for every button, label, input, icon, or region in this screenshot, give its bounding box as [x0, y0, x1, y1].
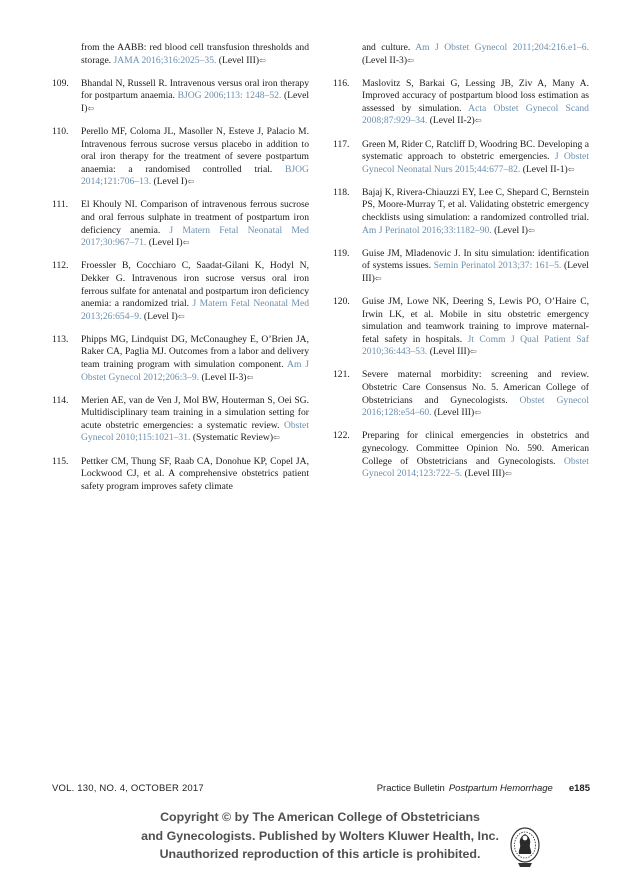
reference-item	[333, 296, 589, 359]
copyright-line-1: Copyright © by The American College of Obstetricians	[160, 810, 480, 824]
evidence-level: (Systematic Review)	[192, 432, 274, 444]
reference-item	[333, 430, 589, 480]
reference-text: Bajaj K, Rivera-Chiauzzi EY, Lee C, Shepard C, Bernstein PS, Moore-Murray T, et al. Validating obstetric emergency checklists using simulation: a randomized controlled trial.	[362, 186, 589, 224]
evidence-level: (Level I)	[494, 224, 528, 236]
back-arrow-icon[interactable]: ⇦	[273, 433, 280, 443]
reference-source[interactable]: BJOG 2014;121:706–13.	[81, 163, 309, 188]
back-arrow-icon[interactable]: ⇦	[259, 55, 266, 65]
reference-text: Froessler B, Cocchiaro C, Saadat-Gilani K, Hodyl N, Dekker G. Intravenous iron sucrose versus oral iron ferrous sulfate for antenatal and postpartum iron deficiency anemia: a randomized trial.	[81, 260, 309, 310]
reference-source[interactable]: JAMA 2016;316:2025–35.	[113, 54, 217, 66]
evidence-level: (Level I)	[143, 310, 178, 322]
reference-number: 121.	[333, 369, 350, 381]
reference-text: El Khouly NI. Comparison of intravenous ferrous sucrose and oral ferrous sulphate in treatment of postpartum iron deficiency anemia.	[81, 199, 309, 236]
back-arrow-icon[interactable]: ⇦	[87, 103, 95, 113]
evidence-level: (Level III)	[362, 260, 589, 284]
reference-source[interactable]: J Obstet Gynecol Neonatal Nurs 2015;44:677–82.	[362, 151, 589, 175]
evidence-level: (Level III)	[429, 346, 470, 358]
footer-title: Postpartum Hemorrhage	[448, 783, 553, 794]
evidence-level: (Level II-3)	[201, 371, 247, 383]
reference-item	[333, 248, 589, 286]
evidence-level: (Level III)	[433, 407, 475, 419]
reference-text: Pettker CM, Thung SF, Raab CA, Donohue KP, Copel JA, Lockwood CJ, et al. A comprehensive obstetrics patient safety program improves safety climate	[81, 455, 309, 492]
reference-number: 114.	[52, 394, 69, 406]
reference-item	[52, 199, 309, 249]
reference-number: 111.	[52, 199, 69, 211]
running-title	[377, 783, 590, 794]
back-arrow-icon[interactable]: ⇦	[474, 408, 481, 418]
reference-text: Guise JM, Lowe NK, Deering S, Lewis PO, O’Haire C, Irwin LK, et al. Mobile in situ obstetric emergency simulation and teamwork training to improve maternal-fetal safety in hospitals.	[362, 296, 589, 345]
reference-text: Guise JM, Mladenovic J. In situ simulation: identification of systems issues.	[362, 247, 589, 272]
evidence-level: (Level II-3)	[362, 54, 408, 66]
reference-text: Perello MF, Coloma JL, Masoller N, Esteve J, Palacio M. Intravenous ferrous sucrose versus placebo in addition to oral iron therapy for the treatment of severe postpartum anaemia: a randomised controlled trial.	[81, 125, 309, 175]
reference-number: 109.	[52, 77, 69, 89]
reference-item	[333, 369, 589, 419]
reference-number: 113.	[52, 333, 69, 345]
copyright-line-3: Unauthorized reproduction of this article is prohibited.	[159, 847, 481, 861]
page-footer	[52, 783, 590, 797]
acog-seal-icon	[508, 823, 542, 871]
reference-item	[52, 78, 309, 116]
reference-source[interactable]: Semin Perinatol 2013;37: 161–5.	[433, 260, 562, 272]
reference-text: Green M, Rider C, Ratcliff D, Woodring BC. Developing a systematic approach to obstetric emergencies.	[362, 138, 589, 163]
reference-text: Merien AE, van de Ven J, Mol BW, Houterman S, Oei SG. Multidisciplinary team training in a simulation setting for acute obstetric emergencies: a systematic review.	[81, 394, 309, 431]
reference-source[interactable]: Obstet Gynecol 2010;115:1021–31.	[81, 419, 309, 444]
reference-item	[52, 42, 309, 67]
evidence-level: (Level I)	[148, 237, 183, 249]
page-number: e185	[568, 783, 590, 794]
reference-source[interactable]: Am J Obstet Gynecol 2011;204:216.e1–6.	[415, 42, 590, 53]
reference-source[interactable]: Am J Obstet Gynecol 2012;206:3–9.	[81, 358, 310, 383]
back-arrow-icon[interactable]: ⇦	[246, 372, 254, 382]
reference-text: Maslovitz S, Barkai G, Lessing JB, Ziv A, Many A. Improved accuracy of postpartum blood loss estimation as assessed by simulation.	[362, 77, 589, 114]
reference-item	[333, 187, 589, 237]
reference-item	[52, 395, 309, 445]
reference-item	[52, 126, 309, 189]
evidence-level: (Level I)	[153, 176, 188, 188]
reference-number: 118.	[333, 186, 350, 198]
reference-number: 117.	[333, 138, 350, 150]
reference-text: Severe maternal morbidity: screening and review. Obstetric Care Consensus No. 5. American College of Obstetricians and Gynecologists.	[362, 369, 589, 406]
reference-column-right	[333, 42, 589, 491]
journal-volume: VOL. 130, NO. 4, OCTOBER 2017	[52, 783, 204, 794]
reference-number: 122.	[333, 430, 350, 442]
reference-number: 116.	[333, 77, 350, 89]
reference-number: 115.	[52, 455, 69, 467]
reference-text: and culture.	[362, 42, 411, 53]
reference-item	[333, 78, 589, 128]
reference-text: Preparing for clinical emergencies in obstetrics and gynecology. Committee Opinion No. 590. American College of Obstetricians and Gynecologists.	[362, 430, 589, 467]
evidence-level: (Level II-2)	[429, 115, 475, 127]
reference-item	[52, 260, 309, 323]
copyright-line-2: and Gynecologists. Published by Wolters Kluwer Health, Inc.	[141, 828, 499, 843]
back-arrow-icon[interactable]: ⇦	[374, 273, 382, 283]
reference-text: Phipps MG, Lindquist DG, McConaughey E, O’Brien JA, Raker CA, Paglia MJ. Outcomes from a labor and delivery team training program with simulation component.	[81, 333, 309, 370]
back-arrow-icon[interactable]: ⇦	[182, 238, 190, 248]
back-arrow-icon[interactable]: ⇦	[527, 225, 535, 235]
reference-number: 120.	[333, 296, 350, 307]
reference-source[interactable]: Obstet Gynecol 2016;128:e54–60.	[362, 394, 589, 419]
reference-number: 110.	[52, 125, 69, 137]
reference-number: 119.	[333, 247, 350, 259]
evidence-level: (Level I)	[81, 90, 309, 114]
evidence-level: (Level II-1)	[522, 163, 568, 175]
reference-source[interactable]: Obstet Gynecol 2014;123:722–5.	[362, 455, 589, 480]
back-arrow-icon[interactable]: ⇦	[187, 177, 195, 187]
back-arrow-icon[interactable]: ⇦	[474, 116, 482, 126]
evidence-level: (Level III)	[218, 54, 260, 66]
reference-item	[52, 334, 309, 384]
reference-item	[52, 456, 309, 494]
reference-number: 112.	[52, 260, 69, 272]
reference-source[interactable]: Am J Perinatol 2016;33:1182–90.	[362, 224, 492, 236]
reference-item	[333, 42, 589, 67]
reference-source[interactable]: J Matern Fetal Neonatal Med 2013;26:654–9.	[81, 298, 309, 322]
reference-column-left	[52, 42, 309, 504]
reference-source[interactable]: Acta Obstet Gynecol Scand 2008;87:929–34.	[362, 102, 589, 127]
reference-source[interactable]: BJOG 2006;113: 1248–52.	[177, 90, 282, 102]
reference-item	[333, 139, 589, 177]
footer-series: Practice Bulletin	[376, 783, 445, 794]
copyright-notice	[60, 808, 580, 864]
back-arrow-icon[interactable]: ⇦	[567, 164, 575, 174]
back-arrow-icon[interactable]: ⇦	[469, 347, 477, 357]
back-arrow-icon[interactable]: ⇦	[504, 469, 512, 479]
reference-source[interactable]: J Matern Fetal Neonatal Med 2017;30:967–71.	[81, 224, 309, 249]
reference-text: from the AABB: red blood cell transfusion thresholds and storage.	[81, 42, 309, 66]
reference-source[interactable]: Jt Comm J Qual Patient Saf 2010;36:443–53.	[362, 333, 589, 358]
back-arrow-icon[interactable]: ⇦	[407, 55, 414, 65]
evidence-level: (Level III)	[464, 468, 505, 480]
reference-text: Bhandal N, Russell R. Intravenous versus oral iron therapy for postpartum anaemia.	[81, 77, 309, 102]
back-arrow-icon[interactable]: ⇦	[177, 311, 185, 321]
